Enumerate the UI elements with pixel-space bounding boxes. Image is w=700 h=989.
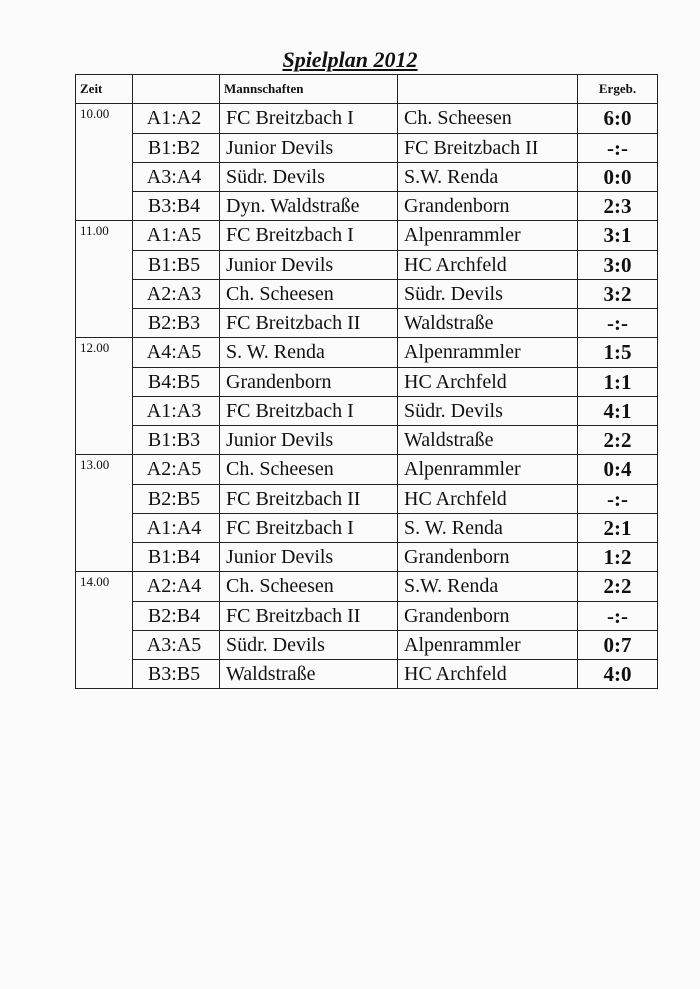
home-team: FC Breitzbach I [220,221,398,251]
match-result: 1:5 [578,338,658,368]
match-pairing: B2:B3 [133,308,220,338]
match-time [76,659,133,689]
table-row [76,162,658,191]
away-team: Waldstraße [398,308,578,338]
home-team: FC Breitzbach I [220,104,398,134]
away-team: S.W. Renda [398,162,578,191]
match-time: 13.00 [76,455,133,485]
match-pairing: A3:A4 [133,162,220,191]
match-pairing: A2:A5 [133,455,220,485]
away-team: FC Breitzbach II [398,133,578,162]
header-team2 [398,75,578,104]
match-time [76,513,133,542]
match-pairing: A1:A3 [133,396,220,425]
match-pairing: A2:A3 [133,279,220,308]
match-time [76,162,133,191]
table-row [76,572,658,602]
schedule-table [75,74,658,689]
home-team: Junior Devils [220,250,398,279]
table-row [76,133,658,162]
away-team: HC Archfeld [398,250,578,279]
header-teams: Mannschaften [220,75,398,104]
match-pairing: B1:B4 [133,542,220,572]
match-pairing: A1:A4 [133,513,220,542]
match-time [76,191,133,221]
match-time [76,601,133,630]
home-team: Dyn. Waldstraße [220,191,398,221]
match-result: 6:0 [578,104,658,134]
away-team: Alpenrammler [398,338,578,368]
away-team: HC Archfeld [398,367,578,396]
match-time [76,484,133,513]
match-time [76,425,133,455]
match-pairing: A1:A2 [133,104,220,134]
home-team: Ch. Scheesen [220,572,398,602]
home-team: Südr. Devils [220,630,398,659]
table-row [76,425,658,455]
away-team: Alpenrammler [398,221,578,251]
match-result: 2:3 [578,191,658,221]
away-team: Grandenborn [398,191,578,221]
match-result: -:- [578,308,658,338]
away-team: HC Archfeld [398,659,578,689]
match-result: 4:0 [578,659,658,689]
table-row [76,308,658,338]
match-result: -:- [578,601,658,630]
match-result: 1:2 [578,542,658,572]
match-time: 11.00 [76,221,133,251]
match-time [76,279,133,308]
home-team: FC Breitzbach I [220,396,398,425]
table-row [76,484,658,513]
match-pairing: B1:B2 [133,133,220,162]
home-team: Junior Devils [220,542,398,572]
table-row [76,630,658,659]
table-row [76,455,658,485]
home-team: FC Breitzbach I [220,513,398,542]
table-row [76,338,658,368]
match-pairing: B4:B5 [133,367,220,396]
table-row [76,221,658,251]
match-pairing: A1:A5 [133,221,220,251]
header-row [76,75,658,104]
away-team: Südr. Devils [398,396,578,425]
match-result: 3:2 [578,279,658,308]
match-pairing: B2:B4 [133,601,220,630]
match-result: 1:1 [578,367,658,396]
header-time: Zeit [76,75,133,104]
table-row [76,367,658,396]
match-time: 12.00 [76,338,133,368]
home-team: Junior Devils [220,133,398,162]
home-team: Südr. Devils [220,162,398,191]
match-pairing: B1:B3 [133,425,220,455]
table-row [76,513,658,542]
table-row [76,542,658,572]
away-team: Grandenborn [398,601,578,630]
away-team: Alpenrammler [398,630,578,659]
match-time [76,250,133,279]
table-row [76,601,658,630]
match-result: 4:1 [578,396,658,425]
match-result: 0:4 [578,455,658,485]
match-time: 14.00 [76,572,133,602]
match-result: 3:0 [578,250,658,279]
away-team: S.W. Renda [398,572,578,602]
table-row [76,279,658,308]
home-team: Grandenborn [220,367,398,396]
away-team: Alpenrammler [398,455,578,485]
match-time [76,308,133,338]
match-pairing: A3:A5 [133,630,220,659]
header-match [133,75,220,104]
home-team: S. W. Renda [220,338,398,368]
match-time [76,367,133,396]
away-team: Grandenborn [398,542,578,572]
away-team: Südr. Devils [398,279,578,308]
table-row [76,250,658,279]
match-pairing: B3:B4 [133,191,220,221]
table-row [76,191,658,221]
match-time [76,133,133,162]
match-pairing: B1:B5 [133,250,220,279]
home-team: Ch. Scheesen [220,279,398,308]
match-pairing: A4:A5 [133,338,220,368]
match-time [76,396,133,425]
match-pairing: B2:B5 [133,484,220,513]
home-team: FC Breitzbach II [220,484,398,513]
match-result: -:- [578,133,658,162]
away-team: S. W. Renda [398,513,578,542]
match-result: 2:2 [578,572,658,602]
away-team: Ch. Scheesen [398,104,578,134]
home-team: FC Breitzbach II [220,308,398,338]
table-row [76,659,658,689]
home-team: FC Breitzbach II [220,601,398,630]
table-row [76,104,658,134]
match-time [76,542,133,572]
away-team: Waldstraße [398,425,578,455]
match-result: 0:0 [578,162,658,191]
home-team: Ch. Scheesen [220,455,398,485]
home-team: Waldstraße [220,659,398,689]
page-title: Spielplan 2012 [282,47,418,72]
match-result: 2:2 [578,425,658,455]
schedule-body [76,104,658,689]
home-team: Junior Devils [220,425,398,455]
header-result: Ergeb. [578,75,658,104]
match-result: 2:1 [578,513,658,542]
match-pairing: B3:B5 [133,659,220,689]
match-time: 10.00 [76,104,133,134]
match-result: -:- [578,484,658,513]
table-row [76,396,658,425]
match-result: 3:1 [578,221,658,251]
match-pairing: A2:A4 [133,572,220,602]
match-result: 0:7 [578,630,658,659]
match-time [76,630,133,659]
away-team: HC Archfeld [398,484,578,513]
